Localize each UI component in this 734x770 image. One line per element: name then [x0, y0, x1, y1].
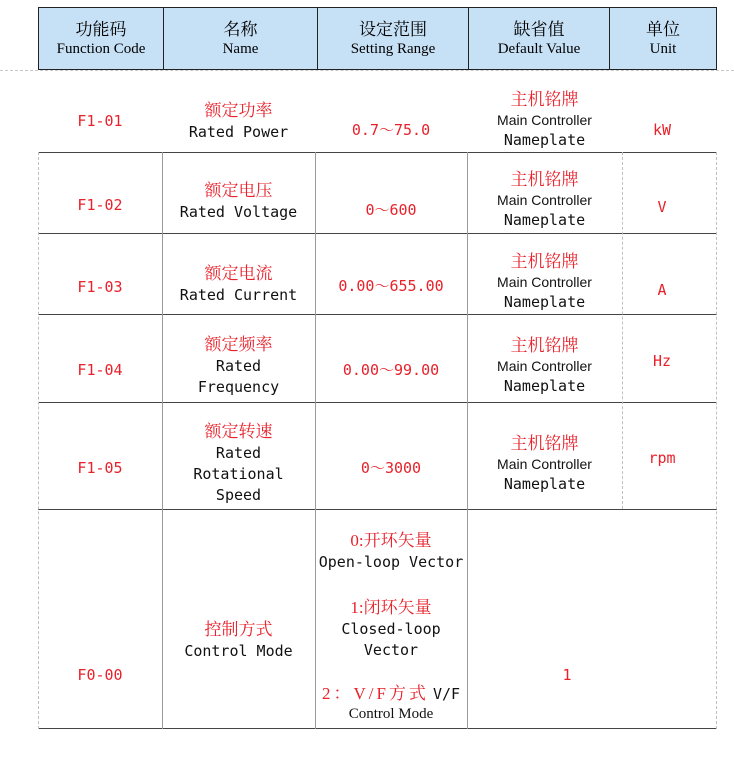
option-en: Vector — [363, 641, 419, 659]
header-zh: 功能码 — [75, 19, 127, 39]
header-default-value — [469, 8, 609, 69]
name-zh: 额定电压 — [204, 180, 273, 200]
option-closed-loop — [315, 594, 467, 664]
header-unit — [610, 8, 716, 69]
unit: kW — [652, 120, 672, 139]
default-zh: 主机铭牌 — [510, 170, 579, 189]
table-header — [38, 7, 717, 70]
default-zh: 主机铭牌 — [510, 434, 579, 453]
option-zh: 0:开环矢量 — [350, 530, 432, 550]
default-value: 1 — [562, 665, 572, 684]
unit: A — [657, 280, 667, 299]
name-en: Rated — [215, 357, 262, 375]
name-en: Rated Voltage — [179, 202, 298, 221]
name-zh: 额定功率 — [204, 100, 273, 120]
default-en-2: Nameplate — [503, 475, 586, 493]
function-code: F0-00 — [77, 665, 123, 684]
option-zh: 1:闭环矢量 — [350, 598, 432, 617]
default-en: Main Controller — [497, 456, 592, 472]
name-zh: 额定电流 — [204, 263, 273, 283]
header-function-code — [39, 8, 163, 69]
unit: Hz — [652, 351, 672, 370]
header-divider — [0, 70, 734, 71]
default-zh: 主机铭牌 — [510, 252, 579, 271]
default-en: Main Controller — [497, 358, 592, 374]
default-en: Main Controller — [497, 112, 592, 128]
header-zh: 缺省值 — [513, 19, 565, 39]
default-zh: 主机铭牌 — [510, 336, 579, 355]
setting-range: 0.00～99.00 — [342, 360, 440, 379]
header-name — [164, 8, 317, 69]
header-zh: 设定范围 — [359, 19, 427, 39]
default-en-2: Nameplate — [503, 211, 586, 229]
header-setting-range — [318, 8, 468, 69]
option-vf-line — [322, 683, 460, 705]
header-zh: 名称 — [223, 19, 258, 39]
header-en: Default Value — [497, 40, 581, 57]
default-en-2: Nameplate — [503, 131, 586, 149]
column-divider — [716, 152, 717, 729]
option-en: Closed-loop — [341, 620, 441, 638]
function-code: F1-05 — [77, 458, 123, 477]
option-zh-tail: V/F — [432, 684, 461, 703]
function-code: F1-02 — [77, 195, 123, 214]
setting-range: 0～3000 — [360, 458, 422, 477]
setting-range: 0.00～655.00 — [338, 276, 444, 295]
name-zh: 额定频率 — [204, 335, 273, 354]
unit: rpm — [648, 448, 676, 467]
unit: V — [657, 197, 667, 216]
default-en: Main Controller — [497, 192, 592, 208]
name-en: Rated Power — [188, 122, 289, 141]
default-en-2: Nameplate — [503, 377, 586, 395]
parameter-name — [162, 234, 315, 334]
parameter-name — [162, 418, 315, 508]
parameter-name — [162, 90, 315, 152]
option-en: Open-loop Vector — [318, 552, 464, 571]
name-zh: 控制方式 — [204, 619, 273, 639]
name-en: Speed — [215, 485, 262, 504]
header-en: Setting Range — [350, 40, 436, 57]
setting-range-options — [315, 526, 467, 728]
header-en: Function Code — [56, 40, 146, 57]
default-value — [467, 250, 622, 314]
header-en: Unit — [649, 40, 677, 57]
name-en: Rotational — [193, 464, 284, 483]
name-en: Control Mode — [184, 641, 293, 660]
default-value — [467, 168, 622, 232]
default-value — [467, 432, 622, 496]
default-zh: 主机铭牌 — [510, 90, 579, 109]
setting-range: 0.7～75.0 — [351, 120, 431, 139]
header-en: Name — [222, 40, 259, 57]
parameter-name — [162, 510, 315, 770]
option-vf — [315, 680, 467, 726]
option-zh: 2：V/F方式 — [321, 683, 429, 703]
setting-range: 0～600 — [365, 200, 417, 219]
name-en: Rated Current — [179, 285, 298, 304]
function-code: F1-01 — [77, 111, 123, 130]
name-en: Rated — [215, 443, 262, 462]
function-code: F1-04 — [77, 360, 123, 379]
name-zh: 额定转速 — [204, 421, 273, 441]
function-code: F1-03 — [77, 277, 123, 296]
default-en-2: Nameplate — [503, 293, 586, 311]
default-value — [467, 334, 622, 398]
default-value — [467, 88, 622, 152]
default-en: Main Controller — [497, 274, 592, 290]
header-zh: 单位 — [646, 19, 680, 39]
option-en: Control Mode — [348, 705, 434, 722]
name-en: Frequency — [197, 378, 280, 396]
option-open-loop — [315, 526, 467, 576]
parameter-name — [162, 330, 315, 402]
